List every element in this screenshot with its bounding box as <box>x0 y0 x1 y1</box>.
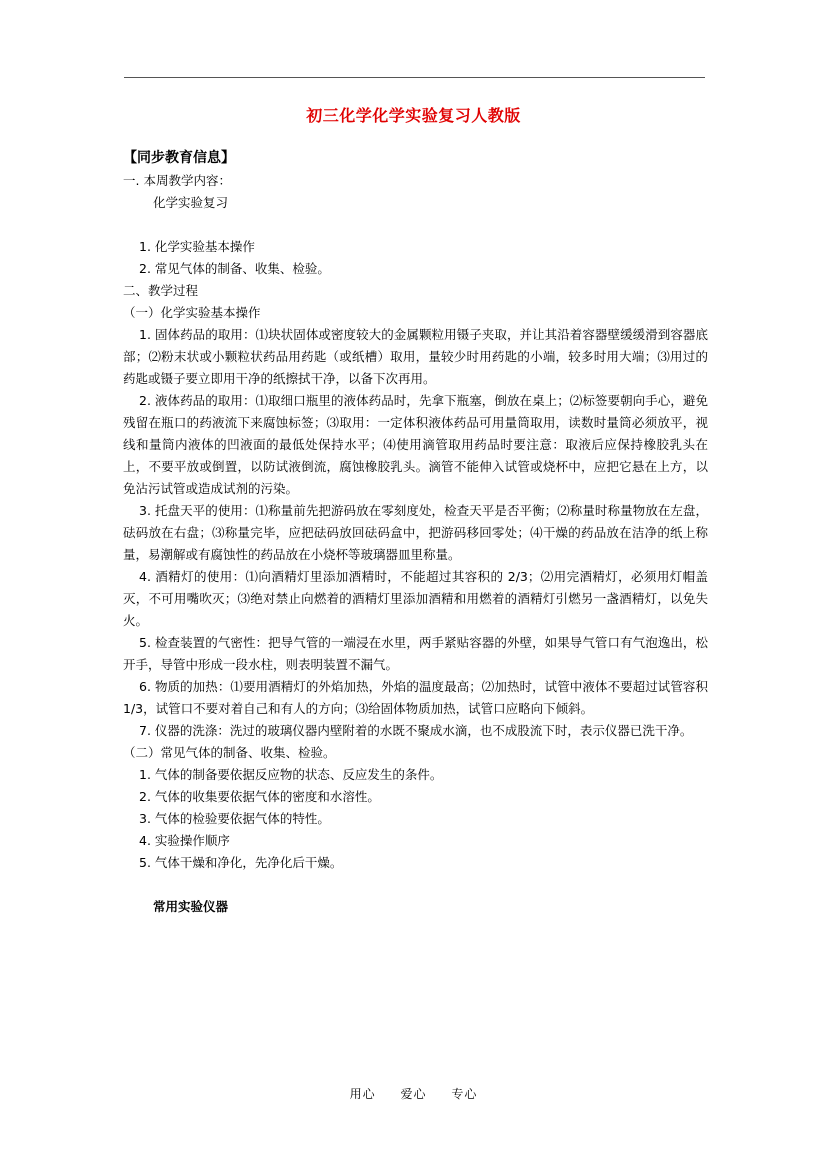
footer-word: 爱心 <box>400 1087 427 1101</box>
gas-item: 2. 气体的收集要依据气体的密度和水溶性。 <box>139 789 380 804</box>
document-title: 初三化学化学实验复习人教版 <box>306 106 521 125</box>
part2-heading: 二、教学过程 <box>123 283 199 298</box>
gas-item: 1. 气体的制备要依据反应物的状态、反应发生的条件。 <box>139 767 443 782</box>
part1-heading: 一. 本周教学内容： <box>123 173 231 188</box>
footer-word: 专心 <box>451 1087 478 1101</box>
sub1-heading: （一）化学实验基本操作 <box>123 305 261 320</box>
operation-paragraph: 1. 固体药品的取用：⑴块状固体或密度较大的金属颗粒用镊子夹取，并让其沿着容器壁缓缓滑到容器底部；⑵粉末状或小颗粒状药品用药匙（或纸槽）取用，量较少时用药匙的小端，较多时用大端；⑶用过的药匙或镊子要立即用干净的纸擦拭干净，以备下次再用。 <box>123 327 708 386</box>
document-body <box>123 146 708 918</box>
section-header: 【同步教育信息】 <box>123 150 235 166</box>
operation-paragraph: 3. 托盘天平的使用：⑴称量前先把游码放在零刻度处，检查天平是否平衡；⑵称量时称量物放在左盘，砝码放在右盘；⑶称量完毕，应把砝码放回砝码盒中，把游码移回零处；⑷干燥的药品放在洁净的纸上称量，易潮解或有腐蚀性的药品放在小烧杯等玻璃器皿里称量。 <box>123 503 708 562</box>
operation-paragraph: 2. 液体药品的取用：⑴取细口瓶里的液体药品时，先拿下瓶塞，倒放在桌上；⑵标签要朝向手心，避免残留在瓶口的药液流下来腐蚀标签；⑶取用：一定体积液体药品可用量筒取用，读数时量筒必须放平，视线和量筒内液体的凹液面的最低处保持水平；⑷使用滴管取用药品时要注意：取液后应保持橡胶乳头在上，不要平放或倒置，以防试液倒流，腐蚀橡胶乳头。滴管不能伸入试管或烧杯中，应把它悬在上方，以免沾污试管或造成试剂的污染。 <box>123 393 708 496</box>
operation-paragraph: 6. 物质的加热：⑴要用酒精灯的外焰加热，外焰的温度最高；⑵加热时，试管中液体不要超过试管容积 1/3，试管口不要对着自己和有人的方向；⑶给固体物质加热，试管口应略向下倾斜。 <box>123 679 708 716</box>
part1-topic: 化学实验复习 <box>153 195 229 210</box>
sub2-heading: （二）常见气体的制备、收集、检验。 <box>123 745 336 760</box>
operation-paragraph: 7. 仪器的洗涤：洗过的玻璃仪器内壁附着的水既不聚成水滴，也不成股流下时，表示仪器已洗干净。 <box>139 723 693 738</box>
header-rule <box>124 77 705 78</box>
closing-heading: 常用实验仪器 <box>153 899 229 914</box>
gas-item: 5. 气体干燥和净化，先净化后干燥。 <box>139 855 343 870</box>
footer-word: 用心 <box>349 1087 376 1101</box>
spacer <box>123 214 708 236</box>
operation-paragraph: 4. 酒精灯的使用：⑴向酒精灯里添加酒精时，不能超过其容积的 2/3；⑵用完酒精灯，必须用灯帽盖灭，不可用嘴吹灭；⑶绝对禁止向燃着的酒精灯里添加酒精和用燃着的酒精灯引燃另一盏酒精灯，以免失火。 <box>123 569 708 628</box>
spacer <box>123 874 708 896</box>
gas-item: 4. 实验操作顺序 <box>139 833 230 848</box>
part1-item: 2. 常见气体的制备、收集、检验。 <box>139 261 330 276</box>
page-footer <box>0 1085 827 1102</box>
gas-item: 3. 气体的检验要依据气体的特性。 <box>139 811 330 826</box>
part1-item: 1. 化学实验基本操作 <box>139 239 255 254</box>
operation-paragraph: 5. 检查装置的气密性：把导气管的一端浸在水里，两手紧贴容器的外壁，如果导气管口有气泡逸出，松开手，导管中形成一段水柱，则表明装置不漏气。 <box>123 635 708 672</box>
